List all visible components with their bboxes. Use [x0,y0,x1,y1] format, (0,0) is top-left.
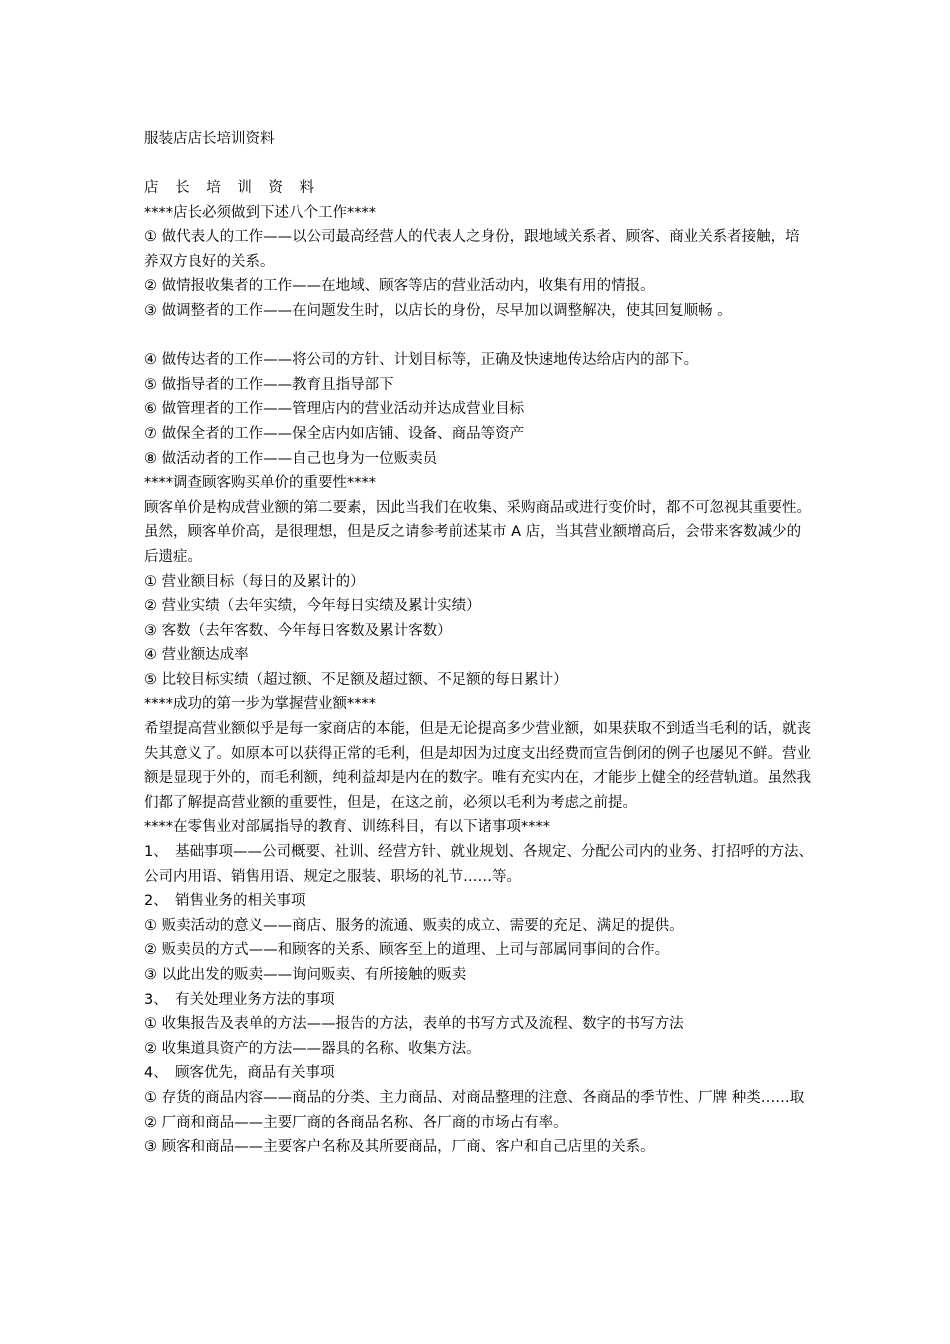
metric-item-1: ① 营业额目标（每日的及累计的） [144,573,365,590]
unit-price-paragraph: 顾客单价是构成营业额的第二要素，因此当我们在收集、采购商品或进行变价时，都不可忽视其重要性。虽然，顾客单价高，是很理想，但是反之请参考前述某市 A 店，当其营业额增高后，会带来客数减少的后遗症。 [144,499,811,565]
duty-item-7: ⑦ 做保全者的工作——保全店内如店铺、设备、商品等资产 [144,425,525,442]
metric-item-4: ④ 营业额达成率 [144,647,249,664]
metric-item-3: ③ 客数（去年客数、今年每日客数及累计客数） [144,622,452,639]
duty-item-6: ⑥ 做管理者的工作——管理店内的营业活动并达成营业目标 [144,401,525,418]
section-heading-training: ****在零售业对部属指导的教育、训练科目，有以下诸事项**** [144,819,550,836]
training-item-4: 4、 顾客优先，商品有关事项 [144,1065,335,1082]
training-subitem-3-1: ① 收集报告及表单的方法——报告的方法，表单的书写方式及流程、数字的书写方法 [144,1016,684,1033]
blank-line [144,324,814,349]
training-subitem-4-2: ② 厂商和商品——主要厂商的各商品名称、各厂商的市场占有率。 [144,1114,568,1131]
duty-item-3: ③ 做调整者的工作——在问题发生时，以店长的身份，尽早加以调整解决，使其回复顺畅 。 [144,302,732,319]
training-subitem-2-3: ③ 以此出发的贩卖——询问贩卖、有所接触的贩卖 [144,967,467,983]
document-title: 服装店店长培训资料 [144,131,275,147]
duty-item-5: ⑤ 做指导者的工作——教育且指导部下 [144,376,394,393]
training-subitem-4-3: ③ 顾客和商品——主要客户名称及其所要商品，厂商、客户和自己店里的关系。 [144,1139,655,1156]
section-heading-eight-duties: ****店长必须做到下述八个工作**** [144,204,376,221]
training-subitem-2-2: ② 贩卖员的方式——和顾客的关系、顾客至上的道理、上司与部属同事间的合作。 [144,942,670,959]
metric-item-5: ⑤ 比较目标实绩（超过额、不足额及超过额、不足额的每日累计） [144,671,568,688]
section-heading-unit-price: ****调查顾客购买单价的重要性**** [144,475,376,492]
training-subitem-4-1: ① 存货的商品内容——商品的分类、主力商品、对商品整理的注意、各商品的季节性、厂牌 种类……取 [144,1089,805,1106]
duty-item-1: ① 做代表人的工作——以公司最高经营人的代表人之身份，跟地域关系者、顾客、商业关系者接触，培养双方良好的关系。 [144,229,800,270]
duty-item-8: ⑧ 做活动者的工作——自己也身为一位贩卖员 [144,450,438,467]
training-item-1: 1、 基础事项——公司概要、社训、经营方针、就业规划、各规定、分配公司内的业务、打招呼的方法、公司内用语、销售用语、规定之服装、职场的礼节……等。 [144,844,813,885]
training-subitem-3-2: ② 收集道具资产的方法——器具的名称、收集方法。 [144,1040,481,1057]
sales-paragraph: 希望提高营业额似乎是每一家商店的本能，但是无论提高多少营业额，如果获取不到适当毛利的话，就丧失其意义了。如原本可以获得正常的毛利，但是却因为过度支出经费而宣告倒闭的例子也屡见不鲜。营业额是显现于外的，而毛利额，纯利益却是内在的数字。唯有充实内在，才能步上健全的经营轨道。虽然我们都了解提高营业额的重要性，但是，在这之前，必须以毛利为考虑之前提。 [144,721,811,811]
section-heading-sales: ****成功的第一步为掌握营业额**** [144,696,376,713]
duty-item-4: ④ 做传达者的工作——将公司的方针、计划目标等，正确及快速地传达给店内的部下。 [144,352,699,369]
document-body [144,176,814,1160]
document-subtitle: 店 长 培 训 资 料 [144,180,321,196]
training-item-3: 3、 有关处理业务方法的事项 [144,991,335,1008]
duty-item-2: ② 做情报收集者的工作——在地域、顾客等店的营业活动内，收集有用的情报。 [144,278,655,295]
metric-item-2: ② 营业实绩（去年实绩，今年每日实绩及累计实绩） [144,598,481,615]
training-subitem-2-1: ① 贩卖活动的意义——商店、服务的流通、贩卖的成立、需要的充足、满足的提供。 [144,917,684,934]
training-item-2: 2、 销售业务的相关事项 [144,893,306,910]
